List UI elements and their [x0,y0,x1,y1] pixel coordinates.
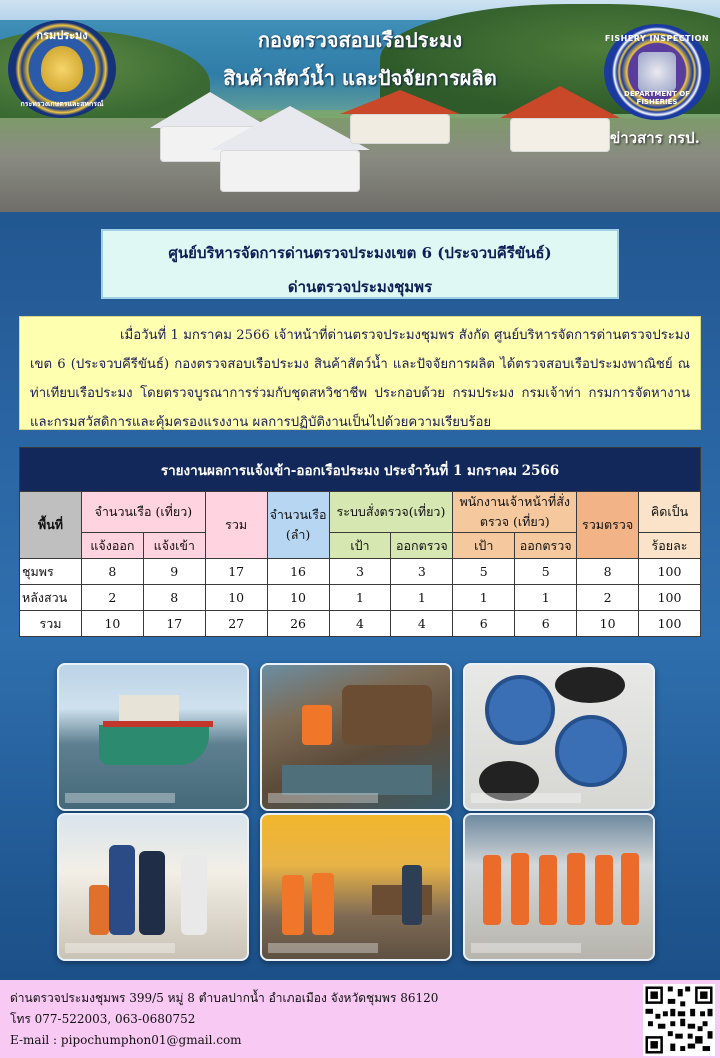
boat-hull [99,725,209,765]
cell-total: 27 [205,611,267,637]
cell-boats: 10 [267,585,329,611]
header-staff: พนักงานเจ้าหน้าที่สั่งตรวจ (เที่ยว) [453,492,577,533]
unit-title-line2: ด่านตรวจประมงชุมพร [287,278,433,296]
table-row-total [20,611,701,637]
header-trips: จำนวนเรือ (เที่ยว) [81,492,205,533]
cell-percent: 100 [639,559,701,585]
building-middle [350,114,450,144]
cell-staff-inspect: 5 [515,559,577,585]
cell-area: หลังสวน [20,585,82,611]
header-vms: ระบบสั่งตรวจ(เที่ยว) [329,492,453,533]
unit-title-box [101,229,619,299]
fish-catch-baskets-photo [463,663,655,811]
cell-staff-inspect: 6 [515,611,577,637]
banner-title-line1: กองตรวจสอบเรือประมง [257,28,463,52]
unit-title-line1: ศูนย์บริหารจัดการด่านตรวจประมงเขต 6 (ประจวบคีรีขันธ์) [168,244,552,262]
photo-timestamp [65,793,175,803]
logo-right-bottom-text: DEPARTMENT OF FISHERIES [624,90,690,106]
crew-group-photo [463,813,655,961]
header-total: รวม [205,492,267,559]
officer-vest-2 [312,873,334,935]
cell-vms-inspect: 1 [391,585,453,611]
logo-left-bottom-text: กระทรวงเกษตรและสหกรณ์ [20,100,104,108]
banner-title-line2: สินค้าสัตว์น้ำ และปัจจัยการผลิต [223,66,497,90]
crew-member-4 [567,853,585,925]
life-vest-person [302,705,332,745]
cell-vms-inspect: 3 [391,559,453,585]
cell-out: 10 [81,611,143,637]
boat-deck-inspection-photo [260,663,452,811]
cell-all: 8 [577,559,639,585]
header-out: แจ้งออก [81,533,143,559]
footer-phone: โทร 077-522003, 063-0680752 [10,1012,196,1026]
crew-member-3 [539,855,557,925]
cell-in: 8 [143,585,205,611]
header-all-inspected: รวมตรวจ [577,492,639,559]
footer-address: ด่านตรวจประมงชุมพร 399/5 หมู่ 8 ตำบลปากน้ำ อำเภอเมือง จังหวัดชุมพร 86120 [10,991,439,1005]
department-of-fisheries-logo [8,20,116,118]
logo-left-top-text: กรมประมง [36,29,88,42]
cell-total: 10 [205,585,267,611]
cell-area: ชุมพร [20,559,82,585]
basket-right [555,715,627,787]
officer-vest-1 [282,875,304,935]
emblem-icon [638,52,676,92]
photo-timestamp [471,793,581,803]
crew-member-1 [483,855,501,925]
cell-in: 17 [143,611,205,637]
fishing-boat-photo [57,663,249,811]
crew-member-5 [595,855,613,925]
cell-all: 10 [577,611,639,637]
header-staff-inspect: ออกตรวจ [515,533,577,559]
crew-member-6 [621,853,639,925]
bucket-black [555,667,625,703]
cell-staff-target: 5 [453,559,515,585]
header-boats: จำนวนเรือ (ลำ) [267,492,329,559]
photo-timestamp [268,793,378,803]
header-staff-target: เป้า [453,533,515,559]
header-percent: คิดเป็น [639,492,701,533]
cell-vms-target: 3 [329,559,391,585]
logo-right-top-text: FISHERY INSPECTION [604,34,710,43]
photo-timestamp [65,943,175,953]
crest-icon [41,46,83,92]
cell-boats: 26 [267,611,329,637]
header-in: แจ้งเข้า [143,533,205,559]
report-table [19,447,701,637]
officials-meeting-photo [57,813,249,961]
boat-stripe [103,721,213,727]
contact-footer [0,980,720,1058]
cell-staff-target: 6 [453,611,515,637]
table-row [20,585,701,611]
cell-area: รวม [20,611,82,637]
header-vms-inspect: ออกตรวจ [391,533,453,559]
temple-right [510,118,610,152]
header-vms-target: เป้า [329,533,391,559]
header-percent-unit: ร้อยละ [639,533,701,559]
cell-in: 9 [143,559,205,585]
cell-boats: 16 [267,559,329,585]
cell-percent: 100 [639,611,701,637]
fishing-net-pile [342,685,432,745]
deck-floor [282,765,432,795]
news-paragraph: เมื่อวันที่ 1 มกราคม 2566 เจ้าหน้าที่ด่านตรวจประมงชุมพร สังกัด ศูนย์บริหารจัดการด่านตรวจประมงเขต 6 (ประจวบคีรีขันธ์) กองตรวจสอบเรือประมง สินค้าสัตว์น้ำ และปัจจัยการผลิต ได้ตรวจสอบเรือประมงพาณิชย์ ณ ท่าเทียบเรือประมง โดยตรวจบูรณาการร่วมกับชุดสหวิชาชีพ ประกอบด้วย กรมประมง กรมเจ้าท่า กรมการจัดหางาน และกรมสวัสดิการและคุ้มครองแรงงาน ผลการปฏิบัติงานเป็นไปด้วยความเรียบร้อย [19,316,701,430]
office-inspection-photo [260,813,452,961]
officer-seated [402,865,422,925]
fishery-inspection-logo [604,24,710,120]
table-row [20,559,701,585]
crew-member-2 [511,853,529,925]
photo-timestamp [471,943,581,953]
temple-center [220,150,360,192]
cell-percent: 100 [639,585,701,611]
official-person-2 [139,851,165,935]
header-area: พื้นที่ [20,492,82,559]
official-person-3 [181,855,207,935]
qr-code-icon [643,984,715,1056]
basket-left [485,675,555,745]
cell-out: 2 [81,585,143,611]
cell-staff-target: 1 [453,585,515,611]
header-banner [0,0,720,212]
news-label: ข่าวสาร กรป. [610,129,700,147]
cell-out: 8 [81,559,143,585]
cell-vms-target: 4 [329,611,391,637]
photo-timestamp [268,943,378,953]
worker-vest [89,885,109,935]
official-person-1 [109,845,135,935]
cell-total: 17 [205,559,267,585]
cell-vms-inspect: 4 [391,611,453,637]
cell-vms-target: 1 [329,585,391,611]
cell-staff-inspect: 1 [515,585,577,611]
report-table-title: รายงานผลการแจ้งเข้า-ออกเรือประมง ประจำวันที่ 1 มกราคม 2566 [20,448,701,492]
footer-email: E-mail : pipochumphon01@gmail.com [10,1033,242,1047]
cell-all: 2 [577,585,639,611]
report-table-container [19,447,701,637]
